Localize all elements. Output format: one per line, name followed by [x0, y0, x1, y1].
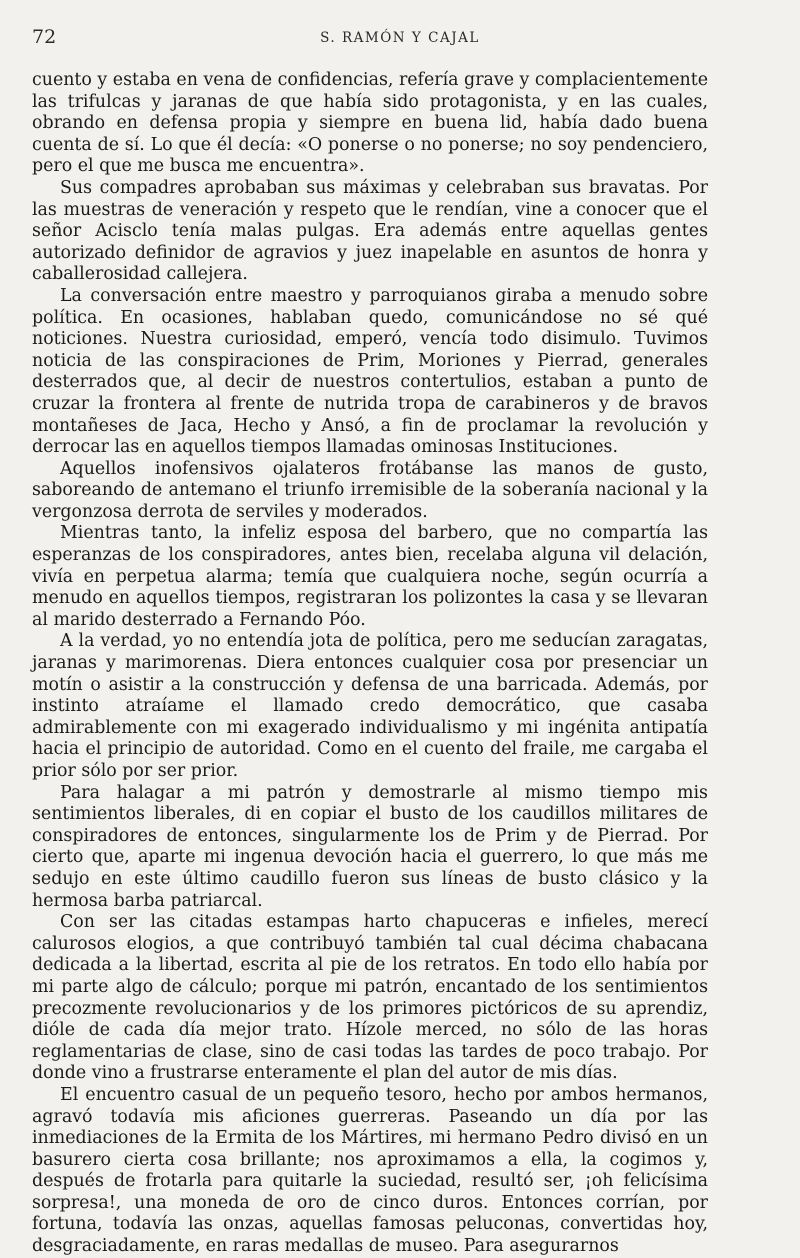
running-head: S. RAMÓN Y CAJAL — [320, 30, 480, 46]
page-header — [32, 22, 768, 52]
page-number: 72 — [32, 26, 57, 48]
paragraph: Mientras tanto, la infeliz esposa del barbero, que no compartía las esperanzas de los conspiradores, antes bien, recelaba alguna vil delación, vivía en perpetua alarma; temía que cualquiera noche, según ocurría a menudo en aquellos tiempos, registraran los polizontes la casa y se llevaran al marido desterrado a Fernando Póo. — [32, 523, 708, 630]
paragraph: A la verdad, yo no entendía jota de política, pero me seducían zaragatas, jaranas y marimorenas. Diera entonces cualquier cosa por presenciar un motín o asistir a la construcción y defensa de una barricada. Además, por instinto atraíame el llamado credo democrático, que casaba admirablemente con mi exagerado individualismo y mi ingénita antipatía hacia el principio de autoridad. Como en el cuento del fraile, me cargaba el prior sólo por ser prior. — [32, 631, 708, 781]
body-text — [32, 70, 708, 1258]
paragraph: cuento y estaba en vena de confidencias, refería grave y complacientemente las trifulcas y jaranas de que había sido protagonista, y en las cuales, obrando en defensa propia y siempre en buena lid, había dado buena cuenta de sí. Lo que él decía: «O ponerse o no ponerse; no soy pendenciero, pero el que me busca me encuentra». — [32, 70, 708, 177]
paragraph: Sus compadres aprobaban sus máximas y celebraban sus bravatas. Por las muestras de veneración y respeto que le rendían, vine a conocer que el señor Acisclo tenía malas pulgas. Era además entre aquellas gentes autorizado definidor de agravios y juez inapelable en asuntos de honra y caballerosidad callejera. — [32, 177, 708, 285]
paragraph: Con ser las citadas estampas harto chapuceras e infieles, merecí calurosos elogios, a que contribuyó también tal cual décima chabacana dedicada a la libertad, escrita al pie de los retratos. En todo ello había por mi parte algo de cálculo; porque mi patrón, encantado de los sentimientos precozmente revolucionarios y de los primores pictóricos de su aprendiz, dióle de cada día mejor trato. Hízole merced, no sólo de las horas reglamentarias de clase, sino de casi todas las tardes de poco trabajo. Por donde vino a frustrarse enteramente el plan del autor de mis días. — [32, 912, 708, 1084]
paragraph: La conversación entre maestro y parroquianos giraba a menudo sobre política. En ocasiones, hablaban quedo, comunicándose no sé qué noticiones. Nuestra curiosidad, emperó, vencía todo disimulo. Tuvimos noticia de las conspiraciones de Prim, Moriones y Pierrad, generales desterrados que, al decir de nuestros contertulios, estaban a punto de cruzar la frontera al frente de nutrida tropa de carabineros y de bravos montañeses de Jaca, Hecho y Ansó, a fin de proclamar la revolución y derrocar las en aquellos tiempos llamadas ominosas Instituciones. — [32, 285, 708, 458]
paragraph: El encuentro casual de un pequeño tesoro, hecho por ambos hermanos, agravó todavía mis aficiones guerreras. Paseando un día por las inmediaciones de la Ermita de los Mártires, mi hermano Pedro divisó en un basurero cierta cosa brillante; nos aproximamos a ella, la cogimos y, después de frotarla para quitarle la suciedad, resultó ser, ¡oh felicísima sorpresa!, una moneda de oro de cinco duros. Entonces corrían, por fortuna, todavía las onzas, aquellas famosas peluconas, convertidas hoy, desgraciadamente, en raras medallas de museo. Para asegurarnos — [32, 1084, 708, 1257]
paragraph: Aquellos inofensivos ojalateros frotábanse las manos de gusto, saboreando de antemano el triunfo irremisible de la soberanía nacional y la vergonzosa derrota de serviles y moderados. — [32, 458, 708, 522]
paragraph: Para halagar a mi patrón y demostrarle al mismo tiempo mis sentimientos liberales, di en copiar el busto de los caudillos militares de conspiradores de entonces, singularmente los de Prim y de Pierrad. Por cierto que, aparte mi ingenua devoción hacia el guerrero, lo que más me sedujo en este último caudillo fueron sus líneas de busto clásico y la hermosa barba patriarcal. — [32, 782, 708, 911]
